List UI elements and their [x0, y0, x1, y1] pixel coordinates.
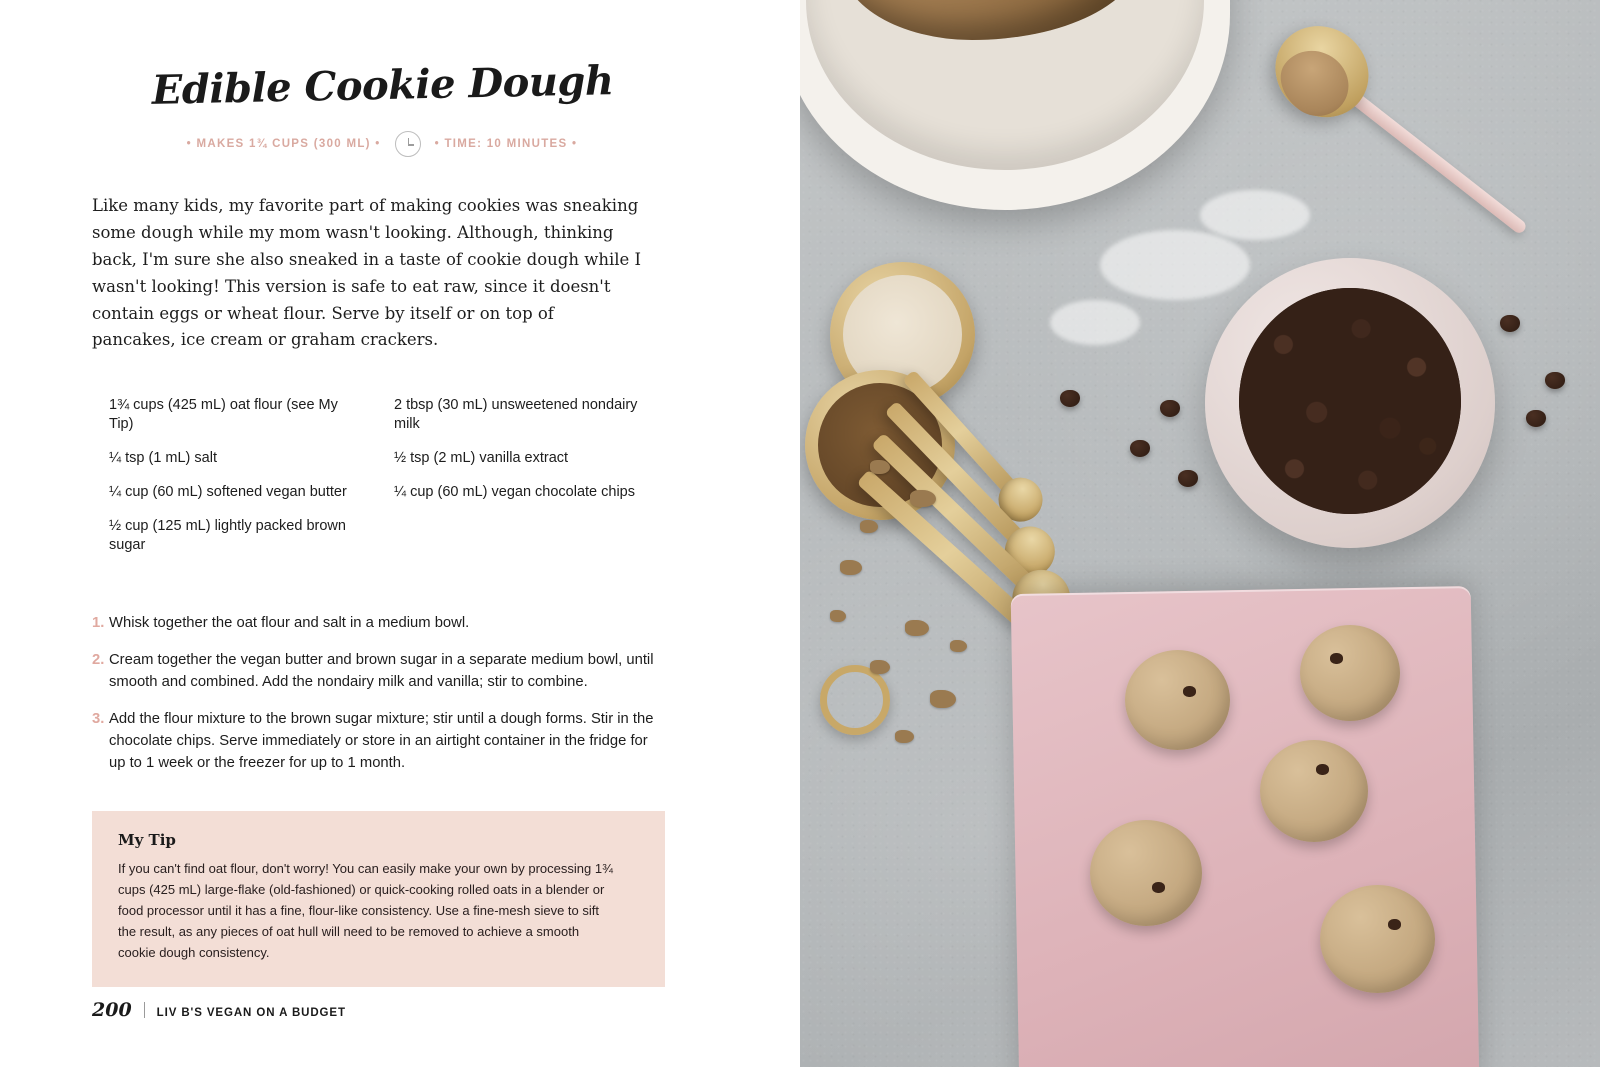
- cookie-dough-ball: [1090, 820, 1202, 926]
- page-number: 200: [92, 999, 132, 1021]
- sugar-crumb: [930, 690, 956, 708]
- flour-dust: [1050, 300, 1140, 345]
- dough-scoop: [1268, 37, 1361, 129]
- loose-chocolate-chip: [1160, 400, 1180, 417]
- sugar-crumb: [950, 640, 967, 652]
- chocolate-chips-fill: [1239, 288, 1461, 514]
- sugar-crumb: [840, 560, 862, 575]
- recipe-intro: Like many kids, my favorite part of making cookies was sneaking some dough while my mom wasn't looking. Although, thinking back, I'm sure she also sneaked in a taste of cookie dough while I wasn't looking! This version is safe to eat raw, since it doesn't contain eggs or wheat flour. Serve by itself or on top of pancakes, ice cream or graham crackers.: [92, 196, 642, 350]
- cookie-dough-ball: [1260, 740, 1368, 842]
- sugar-crumb: [860, 520, 878, 533]
- chocolate-chip: [1316, 764, 1329, 775]
- chocolate-chip-bowl: [1205, 258, 1495, 548]
- loose-chocolate-chip: [1178, 470, 1198, 487]
- flour-dust: [1100, 230, 1250, 300]
- chocolate-chip: [1152, 882, 1165, 893]
- ingredient-item: ¼ tsp (1 mL) salt: [109, 450, 217, 467]
- step-number: 3.: [92, 711, 105, 728]
- recipe-meta: [92, 131, 672, 157]
- page-footer: [92, 999, 346, 1021]
- ingredients-list: [92, 396, 672, 569]
- loose-chocolate-chip: [1060, 390, 1080, 407]
- chocolate-chip: [1388, 919, 1401, 930]
- loose-chocolate-chip: [1500, 315, 1520, 332]
- instruction-step: [92, 613, 665, 635]
- loose-chocolate-chip: [1526, 410, 1546, 427]
- flour-dust: [1200, 190, 1310, 240]
- loose-chocolate-chip: [1545, 372, 1565, 389]
- my-tip-box: [92, 811, 665, 987]
- ingredient-item: ½ cup (125 mL) lightly packed brown sugar: [109, 517, 346, 553]
- cookie-dough-ball: [1300, 625, 1400, 721]
- instruction-step: [92, 709, 665, 775]
- sugar-crumb: [870, 460, 890, 474]
- cookie-dough-ball: [1125, 650, 1230, 750]
- recipe-time: • TIME: 10 MINUTES •: [434, 138, 578, 150]
- spoon-ring: [820, 665, 890, 735]
- sugar-crumb: [870, 660, 890, 674]
- bowl-interior: [1239, 288, 1461, 514]
- tip-title: My Tip: [118, 830, 176, 849]
- step-text: Add the flour mixture to the brown sugar mixture; stir until a dough forms. Stir in the chocolate chips. Serve immediately or store in an airtight container in the fridge for up to 1 week or the freezer for up to 1 month.: [109, 711, 654, 771]
- instruction-step: [92, 650, 665, 694]
- sugar-crumb: [905, 620, 929, 636]
- cookie-dough-ball: [1320, 885, 1435, 993]
- ingredient-item: 1¾ cups (425 mL) oat flour (see My Tip): [109, 397, 338, 433]
- sugar-crumb: [830, 610, 846, 622]
- sugar-crumb: [895, 730, 914, 743]
- ingredient-item: 2 tbsp (30 mL) unsweetened nondairy milk: [394, 397, 638, 433]
- serving-tray: [1011, 586, 1480, 1067]
- step-text: Cream together the vegan butter and brown sugar in a separate medium bowl, until smooth and combined. Add the nondairy milk and vanilla; stir to combine.: [109, 652, 654, 691]
- clock-icon: [395, 131, 421, 157]
- recipe-yield: • MAKES 1¾ CUPS (300 ML) •: [186, 138, 381, 150]
- ingredient-item: ¼ cup (60 mL) softened vegan butter: [109, 483, 347, 500]
- sugar-crumb: [910, 490, 936, 507]
- book-title: LIV B'S VEGAN ON A BUDGET: [156, 1007, 346, 1019]
- loose-chocolate-chip: [1130, 440, 1150, 457]
- step-number: 1.: [92, 615, 105, 632]
- footer-divider: [144, 1002, 145, 1018]
- ingredient-item: ½ tsp (2 mL) vanilla extract: [394, 450, 569, 467]
- instructions-list: [92, 613, 672, 774]
- chocolate-chip: [1330, 653, 1343, 664]
- step-text: Whisk together the oat flour and salt in a medium bowl.: [109, 615, 470, 632]
- step-number: 2.: [92, 652, 105, 669]
- recipe-photo: [800, 0, 1600, 1067]
- ingredient-item: ¼ cup (60 mL) vegan chocolate chips: [394, 483, 635, 500]
- ingredients-column-left: [109, 396, 394, 569]
- page-title: Edible Cookie Dough: [151, 57, 614, 114]
- tip-body: If you can't find oat flour, don't worry! You can easily make your own by processing 1¾ cups (425 mL) large-flake (old-fashioned) or quick-cooking rolled oats in a blender or food processor until it has a fine, flour-like consistency. Use a fine-mesh sieve to sift the result, as any pieces of oat hull will need to be removed to achieve a smooth cookie dough consistency.: [118, 860, 613, 960]
- chocolate-chip: [1183, 686, 1196, 697]
- recipe-content: [92, 0, 672, 1067]
- ingredients-column-right: [394, 396, 664, 569]
